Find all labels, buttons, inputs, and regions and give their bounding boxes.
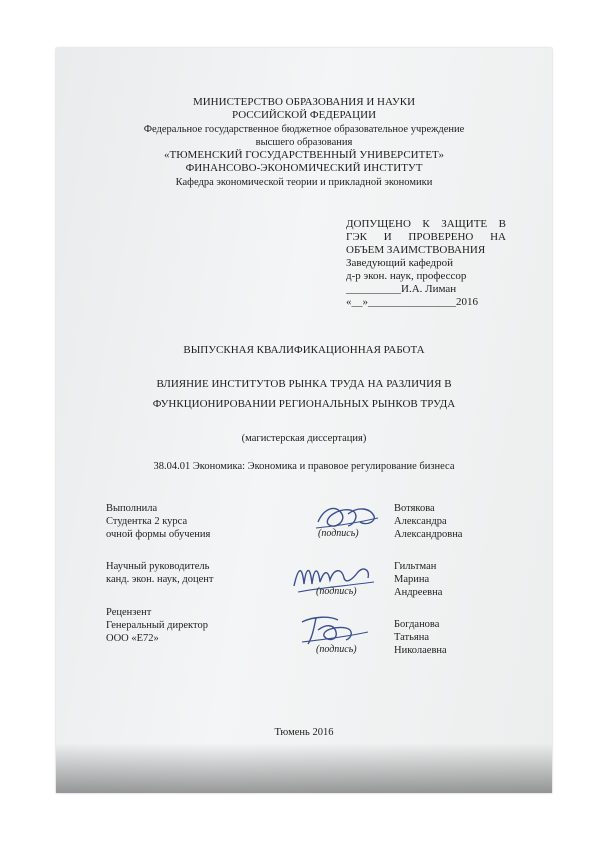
ministry-line-1: МИНИСТЕРСТВО ОБРАЗОВАНИЯ И НАУКИ (192, 96, 416, 108)
role-line: Выполнила (106, 503, 158, 514)
approval-line-2: ГЭК И ПРОВЕРЕНО НА (346, 231, 506, 243)
document-page (56, 48, 552, 793)
approval-line-1: ДОПУЩЕНО К ЗАЩИТЕ В (346, 218, 506, 230)
role-line: очной формы обучения (106, 529, 211, 540)
signature-caption: (подпись) (316, 586, 357, 597)
university-name: «ТЮМЕНСКИЙ ГОСУДАРСТВЕННЫЙ УНИВЕРСИТЕТ» (164, 149, 444, 161)
ministry-line-2: РОССИЙСКОЙ ФЕДЕРАЦИИ (231, 109, 377, 121)
signatory-advisor-role (106, 560, 266, 586)
approval-degree: д-р экон. наук, профессор (346, 270, 467, 282)
work-title-line-1: ВЛИЯНИЕ ИНСТИТУТОВ РЫНКА ТРУДА НА РАЗЛИЧИЯ В (156, 378, 452, 390)
signatory-advisor-name (394, 560, 504, 599)
work-specialty: 38.04.01 Экономика: Экономика и правовое регулирование бизнеса (153, 461, 455, 472)
approval-position: Заведующий кафедрой (346, 257, 453, 269)
approval-name-line: __________И.А. Лиман (346, 283, 457, 295)
name-line: Александра (394, 516, 447, 527)
institute-name: ФИНАНСОВО-ЭКОНОМИЧЕСКИЙ ИНСТИТУТ (185, 162, 423, 174)
name-line: Гильтман (394, 561, 437, 572)
city-year: Тюмень 2016 (274, 727, 334, 738)
work-type: ВЫПУСКНАЯ КВАЛИФИКАЦИОННАЯ РАБОТА (183, 344, 425, 356)
work-title-line-2: ФУНКЦИОНИРОВАНИИ РЕГИОНАЛЬНЫХ РЫНКОВ ТРУДА (152, 398, 456, 410)
signatory-reviewer-name (394, 618, 504, 657)
signatory-reviewer-role (106, 606, 266, 645)
signature-caption: (подпись) (318, 528, 359, 539)
role-line: Студентка 2 курса (106, 516, 188, 527)
name-line: Марина (394, 574, 430, 585)
name-line: Николаевна (394, 645, 447, 656)
name-line: Богданова (394, 619, 440, 630)
name-line: Вотякова (394, 503, 435, 514)
role-line: Научный руководитель (106, 561, 210, 572)
role-line: Генеральный директор (106, 620, 208, 631)
page-bottom-shadow (56, 743, 552, 793)
signatory-student-role (106, 502, 266, 541)
approval-date-line: «__»________________2016 (346, 296, 478, 308)
name-line: Татьяна (394, 632, 430, 643)
role-line: Рецензент (106, 607, 152, 618)
name-line: Александровна (394, 529, 463, 540)
institution-line-1: Федеральное государственное бюджетное образовательное учреждение (143, 124, 465, 135)
institution-line-2: высшего образования (255, 137, 353, 148)
approval-line-3: ОБЪЕМ ЗАИМСТВОВАНИЯ (346, 244, 486, 256)
work-subtype: (магистерская диссертация) (241, 433, 367, 444)
department-name: Кафедра экономической теории и прикладной экономики (175, 177, 433, 188)
signature-caption: (подпись) (316, 644, 357, 655)
name-line: Андреевна (394, 587, 443, 598)
role-line: ООО «Е72» (106, 633, 159, 644)
approval-block (346, 218, 506, 309)
role-line: канд. экон. наук, доцент (106, 574, 214, 585)
signatory-student-name (394, 502, 504, 541)
